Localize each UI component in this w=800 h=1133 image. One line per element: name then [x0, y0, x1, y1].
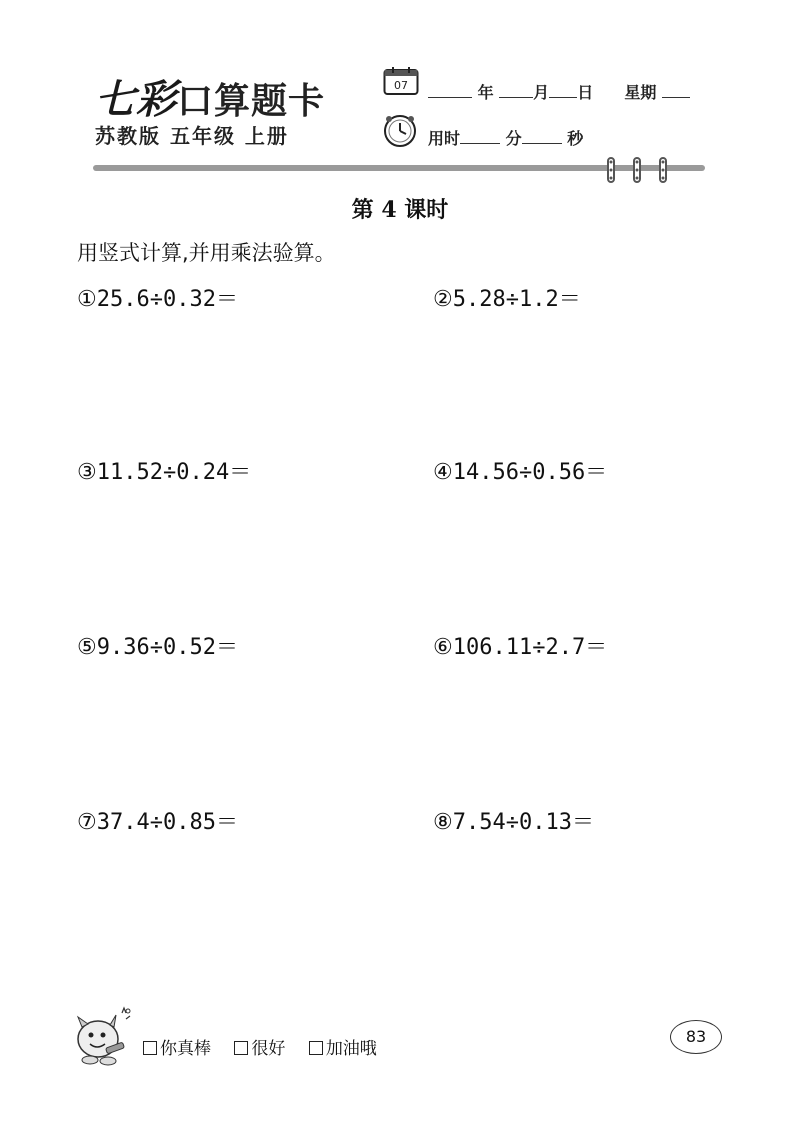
weekday-blank[interactable] — [662, 83, 690, 98]
problem-item — [77, 282, 238, 313]
problem-expression: 5.28÷1.2＝ — [452, 287, 581, 312]
year-label: 年 — [477, 83, 494, 102]
calendar-number: 07 — [394, 79, 408, 92]
day-label: 日 — [577, 83, 594, 102]
problem-item — [433, 282, 581, 313]
calendar-icon — [383, 66, 419, 96]
problem-expression: 7.54÷0.13＝ — [452, 810, 594, 835]
binder-rings-icon — [600, 156, 680, 186]
rating-option[interactable] — [309, 1034, 377, 1059]
used-time-label: 用时 — [428, 129, 461, 148]
weekday-label: 星期 — [624, 83, 657, 102]
rating-option[interactable] — [143, 1034, 211, 1059]
problem-marker: ② — [433, 287, 453, 312]
instruction-text: 用竖式计算,并用乘法验算。 — [77, 241, 336, 265]
self-rating — [143, 1034, 395, 1059]
problem-marker: ④ — [433, 460, 453, 485]
time-fields — [428, 126, 583, 149]
problem-item — [433, 805, 594, 836]
problem-marker: ③ — [77, 460, 97, 485]
rating-label: 你真棒 — [160, 1039, 211, 1059]
brand-title — [95, 68, 325, 125]
day-blank[interactable] — [549, 83, 577, 98]
date-fields — [428, 80, 690, 103]
problem-expression: 37.4÷0.85＝ — [96, 810, 238, 835]
minutes-label: 分 — [505, 129, 522, 148]
month-blank[interactable] — [499, 83, 533, 98]
seconds-label: 秒 — [567, 129, 584, 148]
lesson-title: 第 4 课时 — [351, 197, 449, 223]
mascot-icon — [70, 1005, 136, 1069]
page-number: 83 — [670, 1020, 722, 1054]
problem-item — [433, 630, 607, 661]
problem-expression: 14.56÷0.56＝ — [452, 460, 608, 485]
checkbox-icon[interactable] — [234, 1041, 248, 1055]
seconds-blank[interactable] — [522, 129, 562, 144]
brand-name: 口算题卡 — [177, 80, 326, 122]
minutes-blank[interactable] — [460, 129, 500, 144]
checkbox-icon[interactable] — [143, 1041, 157, 1055]
problem-item — [433, 455, 607, 486]
problem-item — [77, 805, 238, 836]
problem-marker: ⑦ — [77, 810, 97, 835]
rating-option[interactable] — [234, 1034, 285, 1059]
problem-marker: ① — [77, 287, 97, 312]
year-blank[interactable] — [428, 83, 472, 98]
problem-marker: ⑤ — [77, 635, 97, 660]
problem-expression: 9.36÷0.52＝ — [96, 635, 238, 660]
problem-marker: ⑧ — [433, 810, 453, 835]
problem-marker: ⑥ — [433, 635, 453, 660]
clock-icon — [383, 114, 417, 148]
checkbox-icon[interactable] — [309, 1041, 323, 1055]
rating-label: 加油哦 — [325, 1039, 377, 1059]
edition-label: 苏教版 五年级 上册 — [95, 124, 289, 148]
problem-expression: 106.11÷2.7＝ — [452, 635, 608, 660]
problem-item — [77, 455, 251, 486]
brand-prefix: 七彩 — [95, 76, 177, 123]
problem-expression: 25.6÷0.32＝ — [96, 287, 238, 312]
month-label: 月 — [533, 83, 550, 102]
problem-expression: 11.52÷0.24＝ — [96, 460, 252, 485]
rating-label: 很好 — [251, 1039, 286, 1059]
problem-item — [77, 630, 238, 661]
